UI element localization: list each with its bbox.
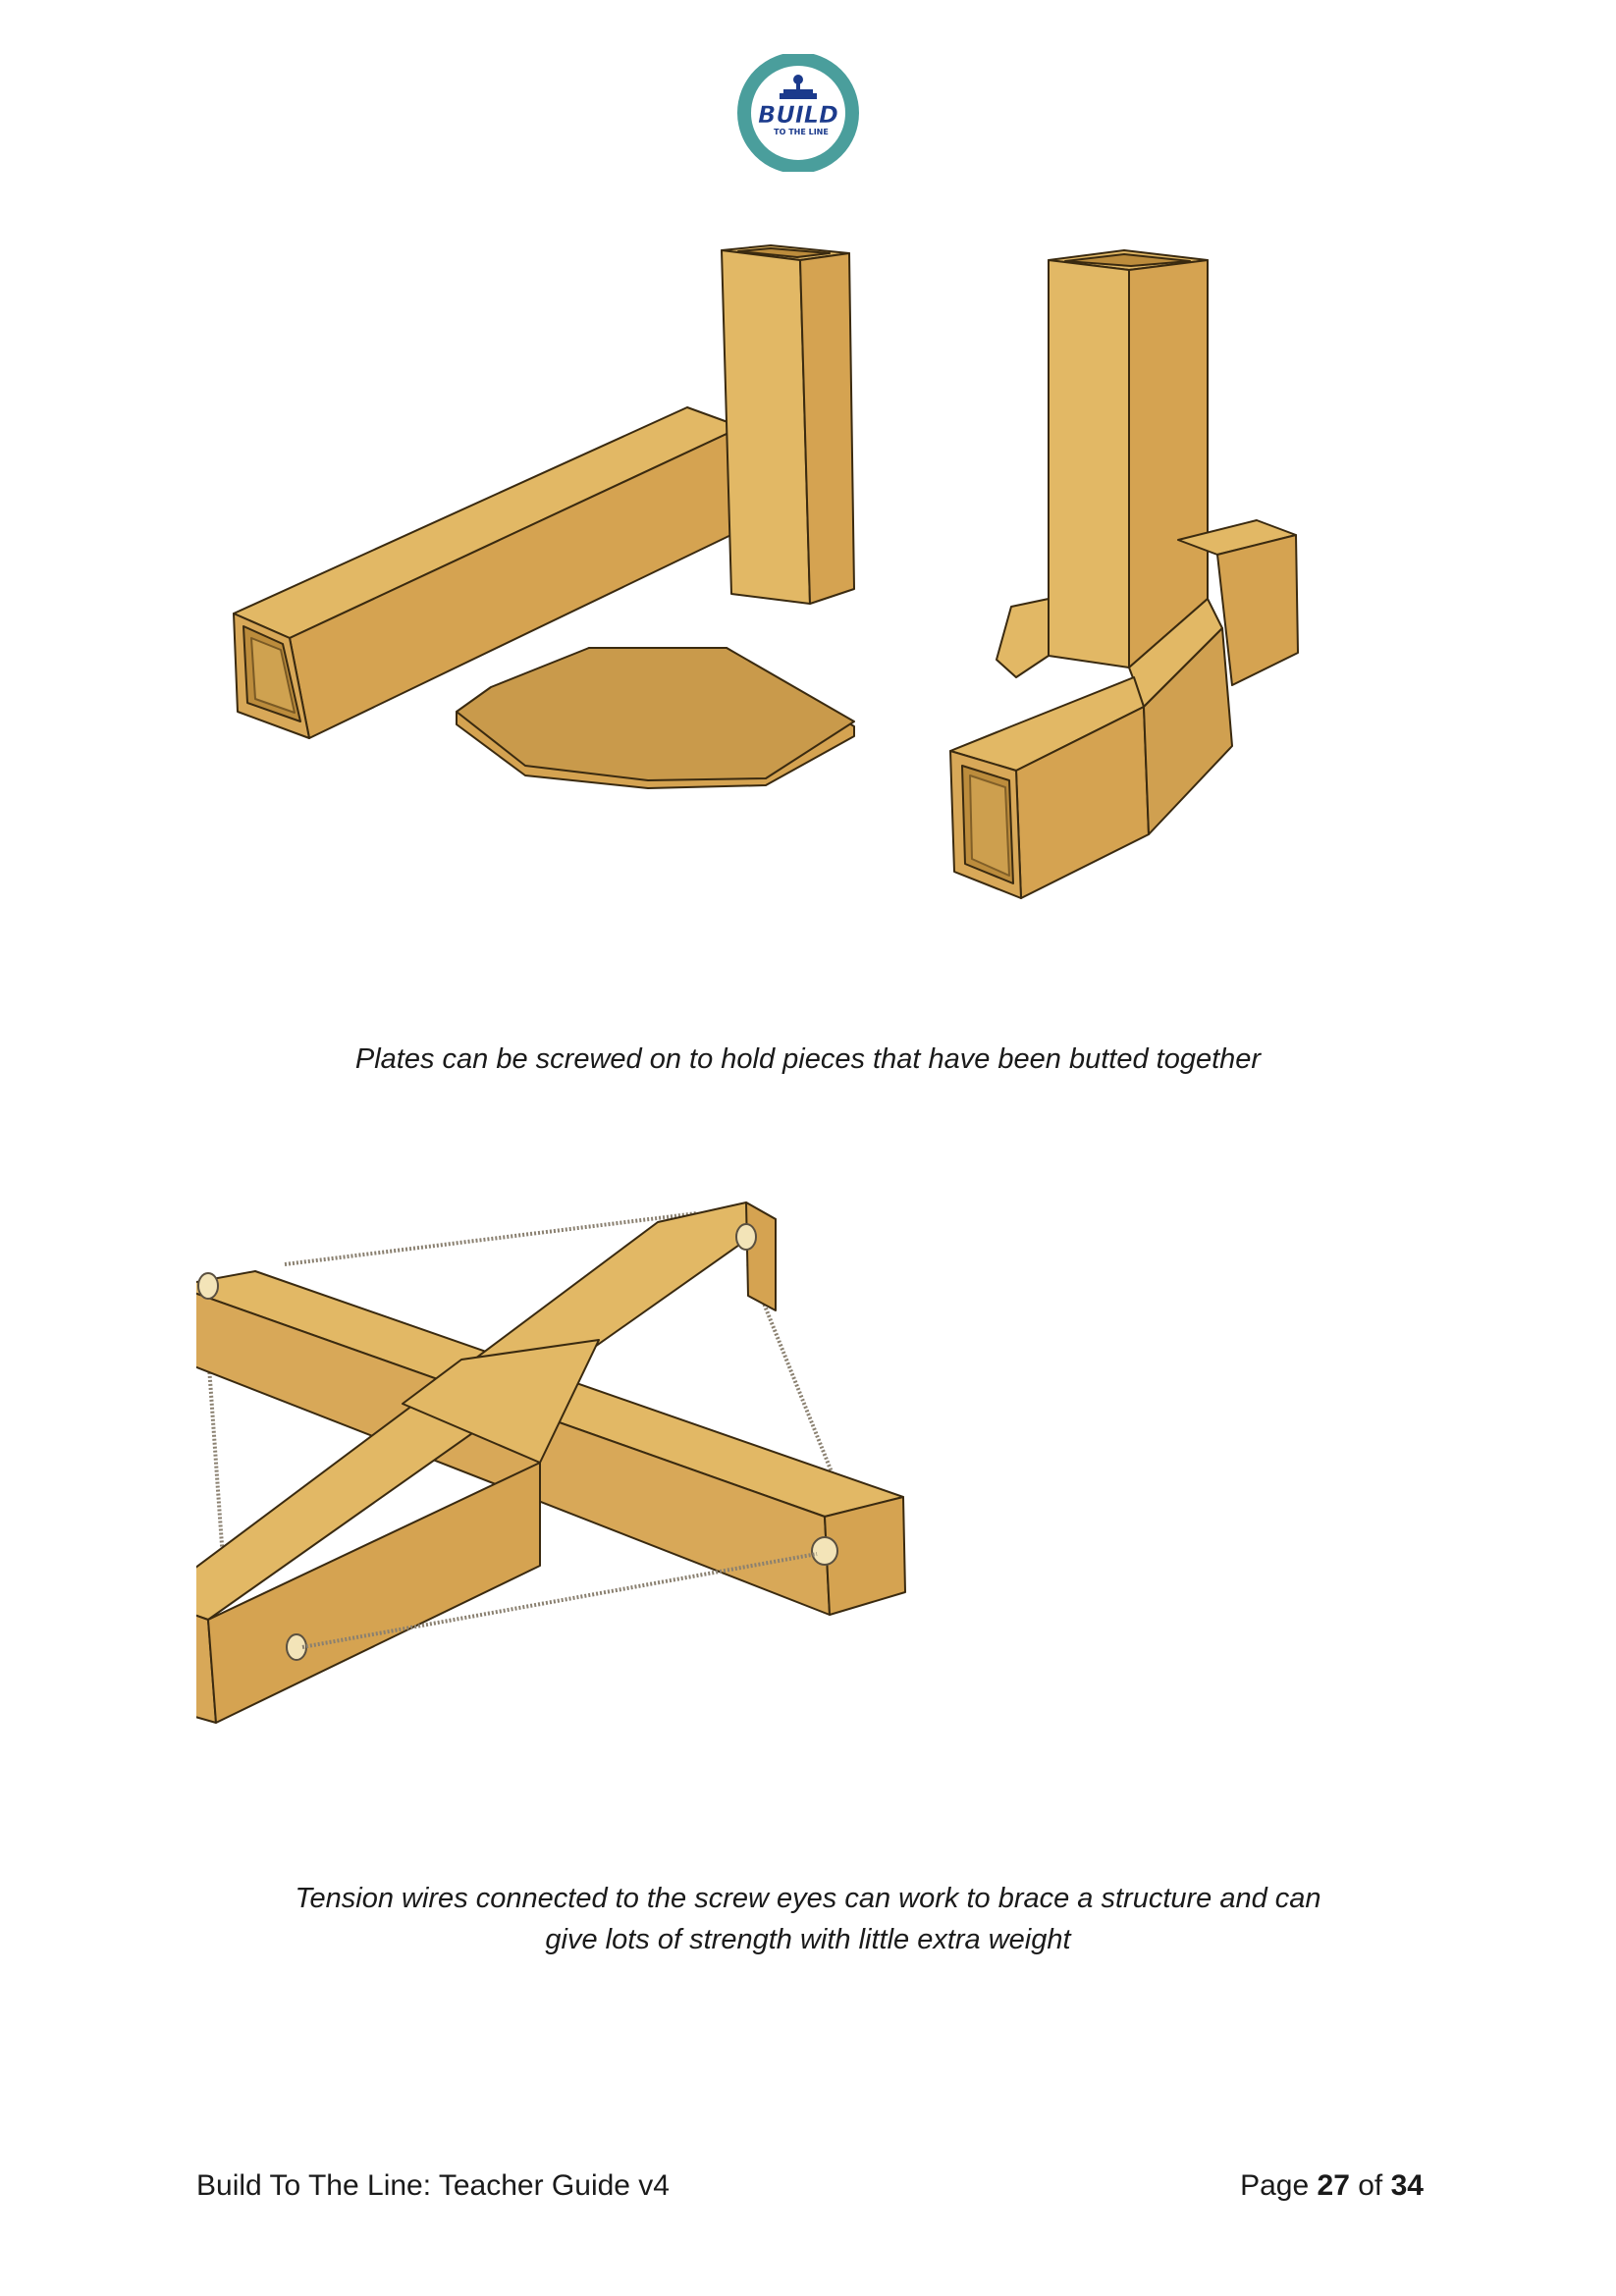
tension-caption-line-1: Tension wires connected to the screw eyes can work to brace a structure and can (295, 1883, 1321, 1914)
octagon-plate (457, 648, 854, 788)
build-to-the-line-logo (734, 54, 862, 172)
plates-illustration (196, 216, 1374, 1001)
joined-assembly (950, 250, 1298, 898)
logo-tagline: TO THE LINE (774, 128, 829, 136)
tension-wires-illustration (196, 1168, 1374, 1855)
page-word: Page (1240, 2169, 1310, 2202)
tension-caption (0, 1878, 1616, 1960)
footer-page-number (1240, 2169, 1424, 2203)
tension-caption-line-2: give lots of strength with little extra weight (545, 1924, 1071, 1955)
vertical-post (722, 245, 854, 604)
total-pages: 34 (1390, 2169, 1424, 2202)
current-page: 27 (1317, 2169, 1350, 2202)
footer-guide-title: Build To The Line: Teacher Guide v4 (196, 2169, 670, 2202)
logo-word: BUILD (758, 101, 838, 129)
of-word: of (1358, 2169, 1383, 2202)
plates-caption: Plates can be screwed on to hold pieces that have been butted together (354, 1043, 1262, 1075)
